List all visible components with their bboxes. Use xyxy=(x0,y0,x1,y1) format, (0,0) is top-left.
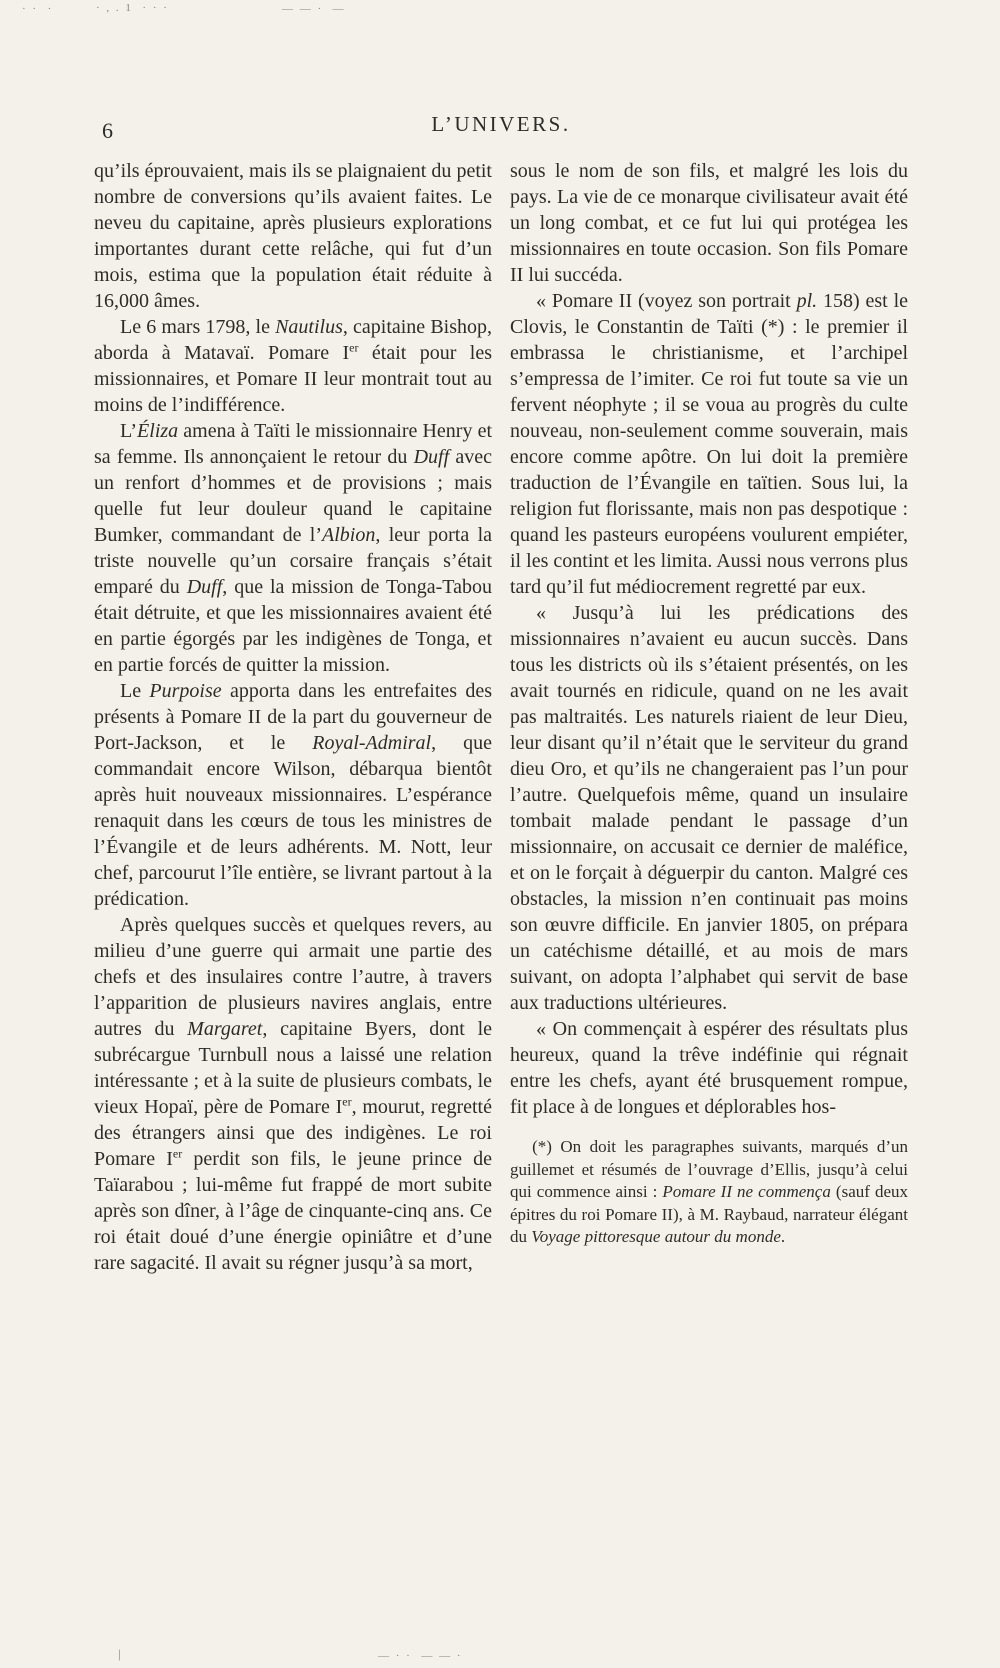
scan-artifact: | xyxy=(118,1646,123,1661)
scan-artifact: · , . 1 · · · xyxy=(96,2,169,14)
scan-artifact: · · · xyxy=(22,3,54,15)
paragraph: (*) On doit les paragraphes suivants, marqués d’un guillemet et résumés de l’ouvrage d’Ellis, jusqu’à celui qui commence ainsi : Pomare II ne commença (sauf deux épitres du roi Pomare II), à M. Raybaud, narrateur élégant du Voyage pittoresque autour du monde. xyxy=(510,1137,909,1246)
paragraph: « Pomare II (voyez son portrait pl. 158) est le Clovis, le Constantin de Taïti (*) : le premier il embrassa le christianisme, et l’archipel s’empressa de l’imiter. Ce roi fut toute sa vie un fervent néophyte ; il se voua au progrès du culte nouveau, non-seulement comme souverain, mais encore comme apôtre. On lui doit la première traduction de l’Évangile en taïtien. Sous lui, la religion fut florissante, mais non pas despotique : quand les pasteurs européens voulurent empiéter, il les contint et les limita. Aussi nous verrons plus tard qu’il fut médiocrement regretté par eux. xyxy=(510,290,908,598)
running-title: L’UNIVERS. xyxy=(431,112,571,136)
page-number: 6 xyxy=(102,118,113,143)
page-header xyxy=(94,110,908,142)
paragraph: Le 6 mars 1798, le Nautilus, capitaine Bishop, aborda à Matavaï. Pomare Ier était pour les missionnaires, et Pomare II leur montrait tout au moins de l’indifférence. xyxy=(94,316,493,416)
paragraph: sous le nom de son fils, et malgré les lois du pays. La vie de ce monarque civilisateur avait été un long combat, et ce fut lui qui protégea les missionnaires en toute occasion. Son fils Pomare II lui succéda. xyxy=(510,160,908,286)
scan-artifact: — · · — — · xyxy=(378,1650,463,1662)
footnote xyxy=(510,1136,908,1249)
paragraph: qu’ils éprouvaient, mais ils se plaignaient du petit nombre de conversions qu’ils avaient faites. Le neveu du capitaine, après plusieurs explorations importantes durant cette relâche, qui fut d’un mois, estima que la population était réduite à 16,000 âmes. xyxy=(94,160,492,312)
paragraph: « Jusqu’à lui les prédications des missionnaires n’avaient eu aucun succès. Dans tous les districts où ils s’étaient présentés, on les avait tournés en ridicule, quand on ne les avait pas maltraités. Les naturels riaient de leur Dieu, leur disant qu’il n’était que le serviteur du grand dieu Oro, et qu’ils ne changeraient pas l’un pour l’autre. Quelquefois même, quand un insulaire tombait malade pendant le passage d’un missionnaire, on accusait ce dernier de maléfice, et on le forçait à déguerpir du canton. Malgré ces obstacles, la mission n’en continuait pas moins son œuvre difficile. En janvier 1805, on prépara un catéchisme détaillé, et au mois de mars suivant, on adopta l’alphabet qui servit de base aux traductions ultérieures. xyxy=(510,602,908,1014)
text-columns xyxy=(94,158,908,1276)
paragraph: L’Éliza amena à Taïti le missionnaire Henry et sa femme. Ils annonçaient le retour du Duff avec un renfort d’hommes et de provisions ; mais quelle fut leur douleur quand le capitaine Bumker, commandant de l’Albion, leur porta la triste nouvelle qu’un corsaire français s’était emparé du Duff, que la mission de Tonga-Tabou était détruite, et que les missionnaires avaient été en partie égorgés par les indigènes de Tonga, et en partie forcés de quitter la mission. xyxy=(94,420,492,676)
paragraph: Après quelques succès et quelques revers, au milieu d’une guerre qui armait une partie des chefs et des insulaires contre l’autre, à travers l’apparition de plusieurs navires anglais, entre autres du Margaret, capitaine Byers, dont le subrécargue Turnbull nous a laissé une relation intéressante ; et à la suite de plusieurs combats, le vieux Hopaï, père de Pomare Ier, mourut, regretté des étrangers ainsi que des indigènes. Le roi Pomare Ier perdit son fils, le jeune prince de Taïarabou ; lui-même fut frappé de mort subite après son dîner, à l’âge de cinquante-cinq ans. Ce roi était doué d’une énergie opiniâtre et d’une rare sagacité. Il avait su régner jusqu’à sa mort, xyxy=(94,914,492,1274)
right-column-text xyxy=(510,158,908,1120)
paragraph: « On commençait à espérer des résultats plus heureux, quand la trêve indéfinie qui régnait entre les chefs, ayant été brusquement rompue, fit place à de longues et déplorables hos- xyxy=(510,1018,908,1118)
right-column xyxy=(510,158,908,1249)
book-page xyxy=(94,110,908,1276)
left-column xyxy=(94,158,492,1276)
scan-artifact: — — · — xyxy=(282,3,346,15)
paragraph: Le Purpoise apporta dans les entrefaites des présents à Pomare II de la part du gouverneur de Port-Jackson, et le Royal-Admiral, que commandait encore Wilson, débarqua bientôt après huit nouveaux missionnaires. L’espérance renaquit dans les cœurs de tous les ministres de l’Évangile et de leurs adhérents. M. Nott, leur chef, parcourut l’île entière, se livrant partout à la prédication. xyxy=(94,680,493,910)
